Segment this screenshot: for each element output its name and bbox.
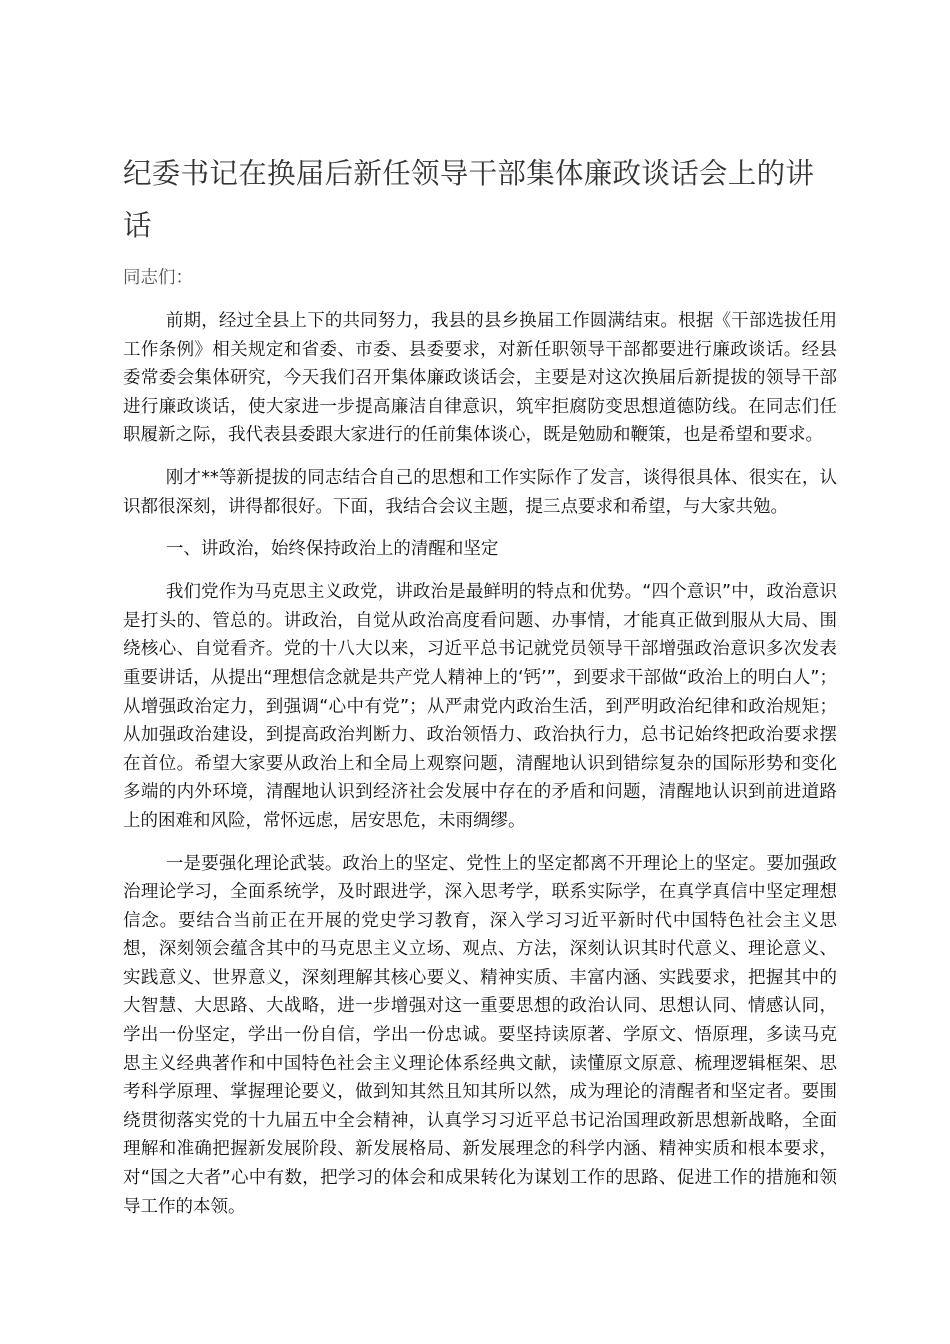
section-1-paragraph: 我们党作为马克思主义政党，讲政治是最鲜明的特点和优势。“四个意识”中，政治意识是打头的、管总的。讲政治，自觉从政治高度看问题、办事情，才能真正做到服从大局、围绕核心、自觉看齐。党的十八大以来，习近平总书记就党员领导干部增强政治意识多次发表重要讲话，从提出“理想信念就是共产党人精神上的‘钙’”，到要求干部做“政治上的明白人”；从增强政治定力，到强调“心中有党”；从严肃党内政治生活，到严明政治纪律和政治规矩；从加强政治建设，到提高政治判断力、政治领悟力、政治执行力，总书记始终把政治要求摆在首位。希望大家要从政治上和全局上观察问题，清醒地认识到错综复杂的国际形势和变化多端的内外环境，清醒地认识到经济社会发展中存在的矛盾和问题，清醒地认识到前进道路上的困难和风险，常怀远虑，居安思危，未雨绸缪。 — [123, 582, 837, 831]
document-page — [123, 148, 837, 1221]
section-1-paragraph: 一是要强化理论武装。政治上的坚定、党性上的坚定都离不开理论上的坚定。要加强政治理论学习，全面系统学，及时跟进学，深入思考学，联系实际学，在真学真信中坚定理想信念。要结合当前正在开展的党史学习教育，深入学习习近平新时代中国特色社会主义思想，深刻领会蕴含其中的马克思主义立场、观点、方法，深刻认识其时代意义、理论意义、实践意义、世界意义，深刻理解其核心要义、精神实质、丰富内涵、实践要求，把握其中的大智慧、大思路、大战略，进一步增强对这一重要思想的政治认同、思想认同、情感认同，学出一份坚定，学出一份自信，学出一份忠诚。要坚持读原著、学原文、悟原理，多读马克思主义经典著作和中国特色社会主义理论体系经典文献，读懂原文原意、梳理逻辑框架、思考科学原理、掌握理论要义，做到知其然且知其所以然，成为理论的清醒者和坚定者。要围绕贯彻落实党的十九届五中全会精神，认真学习习近平总书记治国理政新思想新战略，全面理解和准确把握新发展阶段、新发展格局、新发展理念的科学内涵、精神实质和根本要求，对“国之大者”心中有数，把学习的体会和成果转化为谋划工作的思路、促进工作的措施和领导工作的本领。 — [123, 853, 837, 1217]
document-title: 纪委书记在换届后新任领导干部集体廉政谈话会上的讲话 — [123, 157, 815, 242]
paragraph-intro: 前期，经过全县上下的共同努力，我县的县乡换届工作圆满结束。根据《干部选拔任用工作条例》相关规定和省委、市委、县委要求，对新任职领导干部都要进行廉政谈话。经县委常委会集体研究，今天我们召开集体廉政谈话会，主要是对这次换届后新提拔的领导干部进行廉政谈话，使大家进一步提高廉洁自律意识，筑牢拒腐防变思想道德防线。在同志们任职履新之际，我代表县委跟大家进行的任前集体谈心，既是勉励和鞭策，也是希望和要求。 — [123, 311, 837, 446]
paragraph-transition: 刚才**等新提拔的同志结合自己的思想和工作实际作了发言，谈得很具体、很实在，认识都很深刻，讲得都很好。下面，我结合会议主题，提三点要求和希望，与大家共勉。 — [123, 467, 837, 517]
section-heading-1: 一、讲政治，始终保持政治上的清醒和坚定 — [165, 539, 499, 560]
salutation: 同志们： — [123, 268, 193, 288]
